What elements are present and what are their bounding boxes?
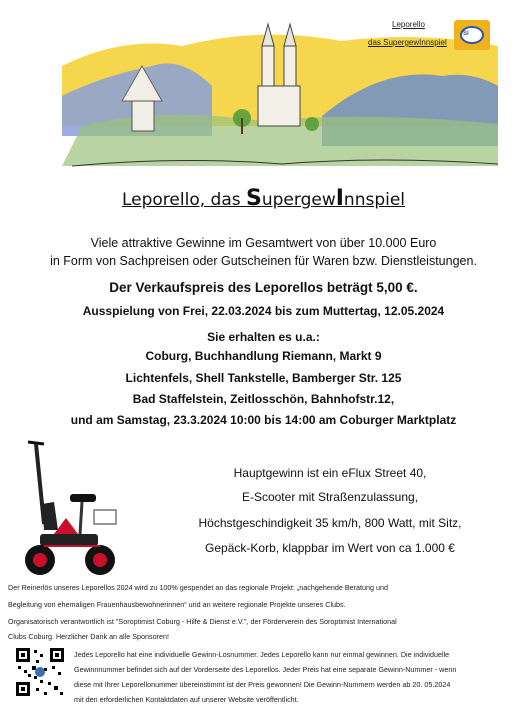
rules-line-4: mit den erforderlichen Kontaktdaten auf unserer Website veröffentlicht. (74, 695, 299, 704)
organizer-line-2: Clubs Coburg. Herzlicher Dank an alle Sponsoren! (8, 632, 170, 641)
logo-line2: das SupergewInnspiel (368, 38, 447, 47)
page-title: Leporello, das SupergewInnspiel (121, 186, 406, 211)
proceeds-line-2: Begleitung von ehemaligen Frauenhausbewohnerinnen“ und an weitere regionale Projekte unseres Clubs. (8, 600, 346, 609)
location-bad-staffelstein: Bad Staffelstein, Zeitlosschön, Bahnhofstr.12, (132, 392, 395, 406)
prize-line-4: Gepäck-Korb, klappbar im Wert von ca 1.000 € (205, 541, 455, 555)
location-coburg: Coburg, Buchhandlung Riemann, Markt 9 (145, 349, 382, 363)
prize-line-2: E-Scooter mit Straßenzulassung, (241, 490, 419, 504)
prize-line-3: Höchstgeschindigkeit 35 km/h, 800 Watt, mit Sitz, (198, 516, 462, 530)
draw-period: Ausspielung von Frei, 22.03.2024 bis zum Muttertag, 12.05.2024 (82, 304, 445, 318)
location-marktplatz: und am Samstag, 23.3.2024 10:00 bis 14:00 am Coburger Marktplatz (70, 413, 457, 427)
logo-line1: Leporello (392, 20, 425, 29)
organizer-line-1: Organisatorisch verantwortlich ist "Soroptimist Coburg - Hilfe & Dienst e.V.", der Förderverein des Soroptimist International (8, 617, 397, 626)
rules-line-3: diese mit Ihrer Leporellonummer übereinstimmt ist der Preis gewonnen! Die Gewinn-Nummern werden ab 20. 05.2024 (74, 680, 451, 689)
rules-line-2: Gewinnnummer befindet sich auf der Vorderseite des Leporellos. Jeder Preis hat eine separate Gewinn-Nummer - wenn (74, 665, 457, 674)
badge-text: SI (463, 31, 469, 37)
qr-code-icon[interactable] (14, 646, 66, 698)
prize-line-1: Hauptgewinn ist ein eFlux Street 40, (233, 466, 427, 480)
soroptimist-badge-icon (454, 20, 490, 50)
price-line: Der Verkaufspreis des Leporellos beträgt 5,00 €. (109, 280, 418, 295)
intro-line-2: in Form von Sachpreisen oder Gutscheinen für Waren bzw. Dienstleistungen. (50, 254, 477, 268)
rules-line-1: Jedes Leporello hat eine individuelle Gewinn-Losnummer. Jedes Leporello kann nur einmal gewinnen. Die individuelle (74, 650, 450, 659)
proceeds-line-1: Der Reinerlös unseres Leporellos 2024 wird zu 100% gespendet an das regionale Projekt: „nachgehende Beratung und (8, 583, 388, 592)
e-scooter-image (14, 434, 126, 582)
leporello-logo (360, 16, 494, 60)
available-intro: Sie erhalten es u.a.: (207, 330, 320, 344)
location-lichtenfels: Lichtenfels, Shell Tankstelle, Bamberger Str. 125 (125, 371, 402, 385)
intro-line-1: Viele attraktive Gewinne im Gesamtwert von über 10.000 Euro (90, 236, 437, 250)
